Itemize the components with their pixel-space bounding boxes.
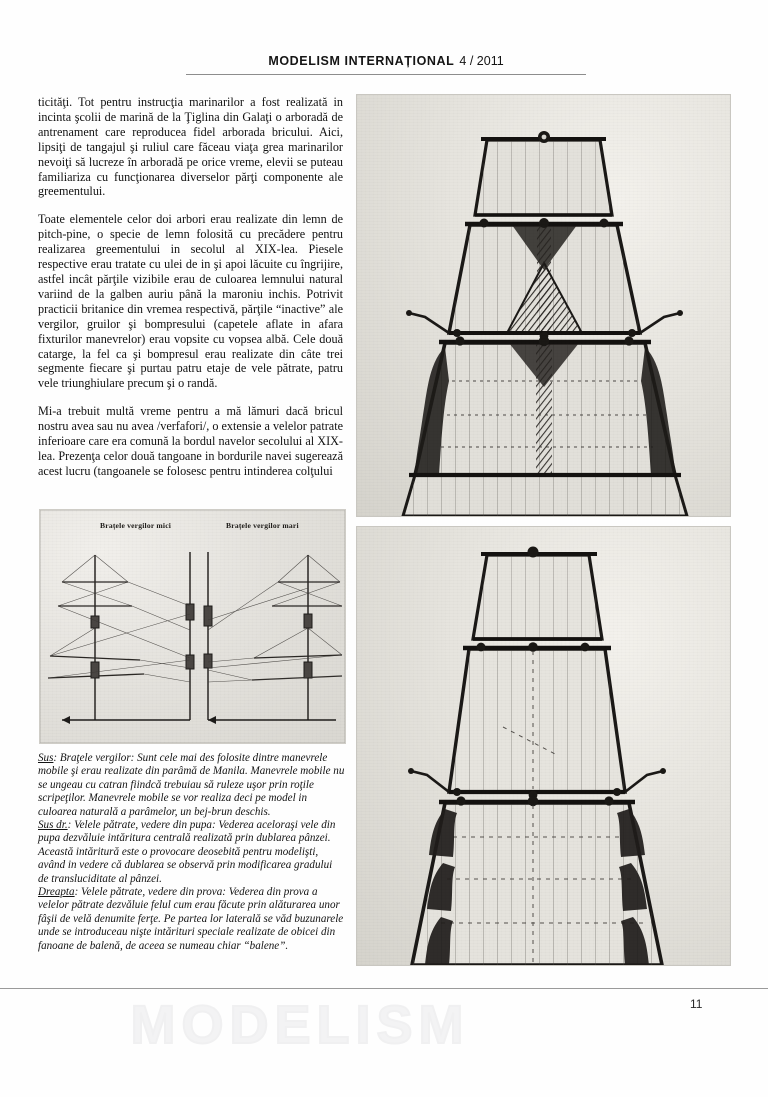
article-body <box>38 95 343 492</box>
body-paragraph: Mi-a trebuit multă vreme pentru a mă lămuri dacă bricul nostru avea sau nu avea /verfafori/, o extensie a velelor patrate inferioare care era comună la bordul navelor secolului al XIX-lea. Prezenţa celor două tangoane in bordurile navei sugerează acest lucru (tangoanele se folosesc pentru intinderea colţului <box>38 404 343 478</box>
caption-lead: Sus <box>38 752 54 764</box>
header-divider <box>186 74 586 75</box>
figure-captions <box>38 752 345 953</box>
photo-square-sails-stern <box>357 95 730 516</box>
footer-divider <box>0 988 768 989</box>
yard-braces-drawing <box>40 510 345 743</box>
issue-number: 4 / 2011 <box>459 54 504 68</box>
diagram-label-large-yards: Brațele vergilor mari <box>226 521 299 530</box>
stern-sails-illustration <box>357 95 730 516</box>
caption-separator: : <box>74 886 82 899</box>
photo-square-sails-bow <box>357 527 730 965</box>
caption-lead: Sus dr. <box>38 819 68 832</box>
caption-text: Velele pătrate, vedere din prova: Vederea din prova a velelor pătrate dezvăluie felul cum erau făcute prin alăturarea unor fâşii de velă denumite ferţe. Pe partea lor laterală se văd buzunarele unde se introduceau nişte intărituri speciale realizate de obicei din fanoane de balenă, de aceea se numeau chiar “balene”. <box>38 886 344 952</box>
bow-sails-illustration <box>357 527 730 965</box>
caption-dreapta <box>38 886 345 953</box>
caption-text: Braţele vergilor: Sunt cele mai des folosite dintre manevrele mobile şi erau realizate din parâmă de Manila. Manevrele mobile nu se ungeau cu catran fiindcă trebuiau să ruleze uşor prin roţile scripeţilor. Manevrele mobile se vor realiza deci pe model in culoarea naturală a parâmelor, un bej-brun deschis. <box>38 752 345 818</box>
watermark-logo: MODELISM <box>130 995 470 1055</box>
page-header <box>186 52 586 70</box>
body-paragraph: Toate elementele celor doi arbori erau realizate din lemn de pitch-pine, o specie de lemn folosită cu precădere pentru realizarea greementului in secolul al XIX-lea. Piesele respective erau tratate cu ulei de in şi apoi lăcuite cu îngrijire, astfel incât părţile vizibile erau de culoarea lemnului natural variind de la galben auriu până la maroniu inchis. Potrivit practicii britanice din vremea respectivă, părţile “inactive” ale vergilor, gruilor şi bompresului (capetele aflate in afara fixturilor manevrelor) erau vopsite cu vopsea albă. Cele două catarge, la fel ca şi bompresul erau realizate din câte trei segmente fiecare şi purtau patru etaje de vele pătrate, patru vele triunghiulare precum şi o randă. <box>38 212 343 391</box>
body-paragraph: ticităţi. Tot pentru instrucţia marinarilor a fost realizată in incinta şcolii de marină de la Ţiglina din Galaţi o arboradă de antrenament care reproducea fidel arborada bricului. Aici, lipsiţi de tangajul şi ruliul care făceau viaţa grea marinarilor nevoiţi să lucreze în arboradă pe orice vreme, elevii se puteau familiariza cu funcţionarea diverselor părţi componente ale greementului. <box>38 95 343 199</box>
caption-lead: Dreapta <box>38 886 75 899</box>
diagram-label-small-yards: Brațele vergilor mici <box>100 521 172 530</box>
caption-separator: : <box>67 819 75 832</box>
caption-separator: : <box>53 752 60 764</box>
figure-yard-braces-diagram <box>40 510 345 743</box>
caption-sus-dr <box>38 819 345 886</box>
page-number: 11 <box>690 997 703 1011</box>
caption-sus <box>38 752 345 819</box>
magazine-title: MODELISM INTERNAȚIONAL <box>268 54 455 68</box>
caption-text: Velele pătrate, vedere din pupa: Vederea aceloraşi vele din pupa dezvăluie intăritura centrală realizată prin dublarea pânzei. Această intăritură este o provocare deosebită pentru modelişti, având in vedere că dublarea se observă prin modificarea gradului de transluciditate al pânzei. <box>38 819 336 885</box>
